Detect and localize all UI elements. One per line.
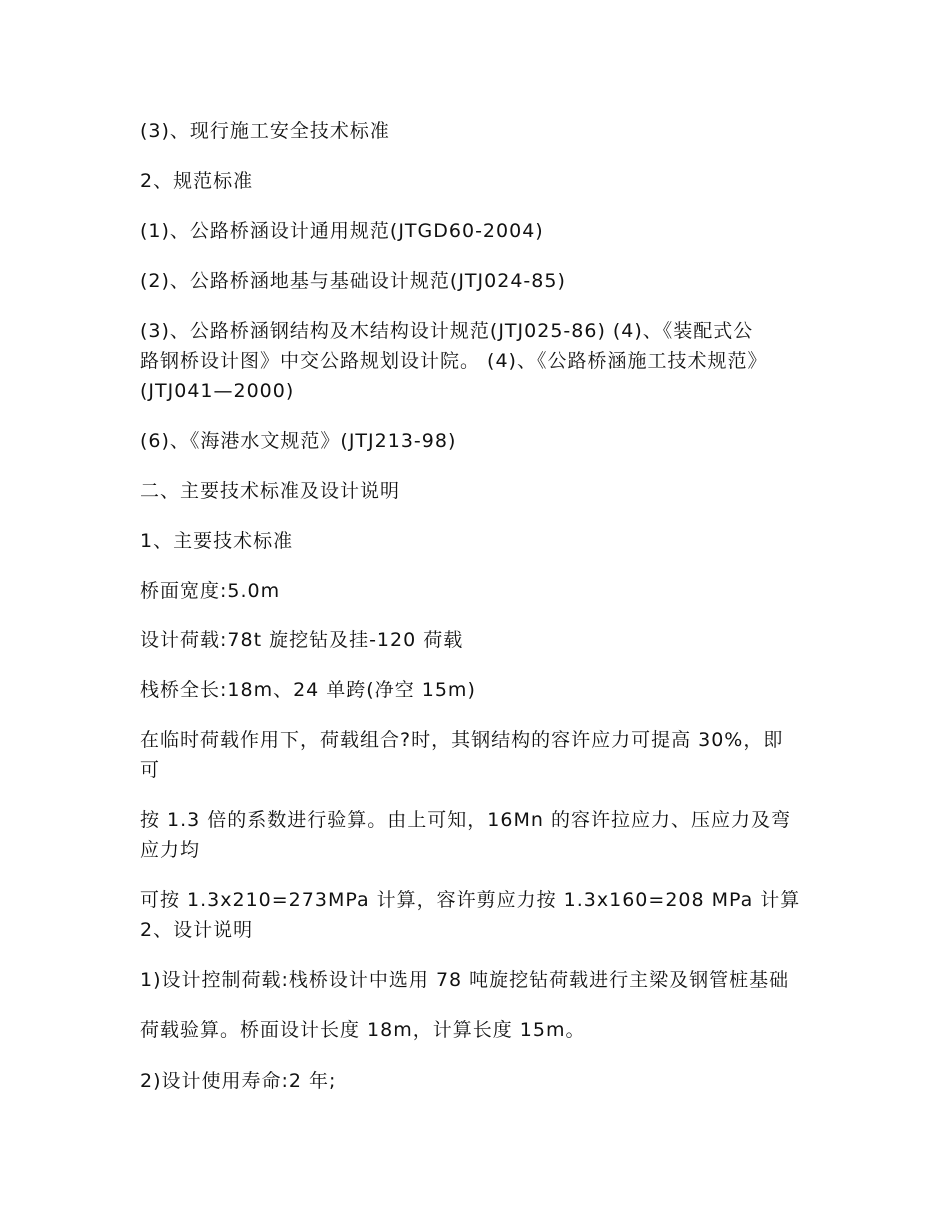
paragraph [140, 965, 820, 995]
text-line: 按 1.3 倍的系数进行验算。由上可知，16Mn 的容许拉应力、压应力及弯 [140, 809, 791, 831]
text-line: 二、主要技术标准及设计说明 [140, 480, 401, 502]
paragraph [140, 1066, 820, 1096]
paragraph [140, 675, 820, 705]
text-line: 设计荷载:78t 旋挖钻及挂-120 荷载 [140, 629, 464, 651]
text-line: (3)、现行施工安全技术标准 [140, 120, 390, 142]
section-heading [140, 476, 820, 506]
text-line: 1)设计控制荷载:栈桥设计中选用 78 吨旋挖钻荷载进行主梁及钢管桩基础 [140, 969, 790, 991]
text-line: (JTJ041—2000) [140, 380, 295, 402]
paragraph [140, 885, 820, 945]
text-line: 路钢桥设计图》中交公路规划设计院。 (4)、《公路桥涵施工技术规范》 [140, 350, 768, 372]
subsection-heading [140, 526, 820, 556]
text-line: 2)设计使用寿命:2 年; [140, 1070, 337, 1092]
text-line: 可 [140, 759, 161, 781]
text-line: 应力均 [140, 839, 201, 861]
text-line: (3)、公路桥涵钢结构及木结构设计规范(JTJ025-86) (4)、《装配式公 [140, 320, 754, 342]
paragraph [140, 725, 820, 785]
text-line: 栈桥全长:18m、24 单跨(净空 15m) [140, 679, 476, 701]
paragraph [140, 216, 820, 246]
text-line: 桥面宽度:5.0m [140, 580, 281, 602]
paragraph [140, 426, 820, 456]
paragraph [140, 625, 820, 655]
paragraph [140, 166, 820, 196]
paragraph [140, 116, 820, 146]
paragraph [140, 1015, 820, 1045]
text-line: 在临时荷载作用下，荷载组合?时，其钢结构的容许应力可提高 30%，即 [140, 729, 784, 751]
paragraph [140, 316, 820, 406]
text-line: (6)、《海港水文规范》(JTJ213-98) [140, 430, 457, 452]
text-line: (2)、公路桥涵地基与基础设计规范(JTJ024-85) [140, 270, 566, 292]
paragraph [140, 576, 820, 606]
text-line: 荷载验算。桥面设计长度 18m，计算长度 15m。 [140, 1019, 586, 1041]
text-line: 2、规范标准 [140, 170, 254, 192]
paragraph [140, 805, 820, 865]
text-line: 可按 1.3x210=273MPa 计算，容许剪应力按 1.3x160=208 MPa 计算 [140, 889, 801, 911]
text-line: 2、设计说明 [140, 919, 254, 941]
paragraph [140, 266, 820, 296]
text-line: 1、主要技术标准 [140, 530, 294, 552]
text-line: (1)、公路桥涵设计通用规范(JTGD60-2004) [140, 220, 544, 242]
